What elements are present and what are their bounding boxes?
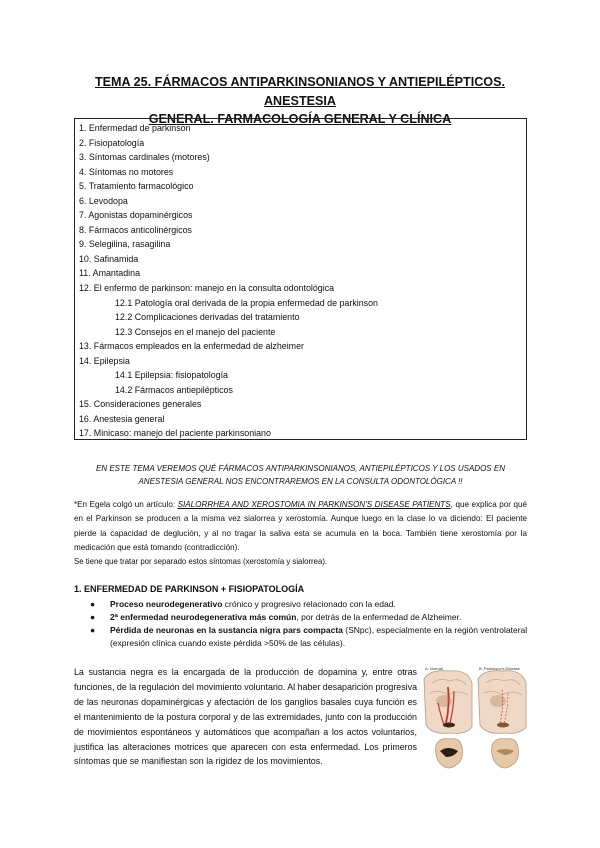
toc-item: 16. Anestesia general [79, 413, 165, 424]
toc-item: 17. Minicaso: manejo del paciente parkinsoniano [79, 428, 271, 439]
intro-note: EN ESTE TEMA VEREMOS QUÉ FÁRMACOS ANTIPARKINSONIANOS, ANTIEPILÉPTICOS Y LOS USADOS EN ANESTESIA GENERAL NOS ENCONTRAREMOS EN LA CONSULTA ODONTOLÓGICA !! [96, 464, 505, 486]
article-link[interactable]: SIALORRHEA AND XEROSTOMIA IN PARKINSON'S DISEASE PATIENTS [177, 500, 451, 509]
figure-label-a: A. Normal [425, 666, 443, 671]
toc-item: 5. Tratamiento farmacológico [79, 181, 194, 192]
bullet-bold-text: 2ª enfermedad neurodegenerativa más común [110, 612, 297, 623]
note-body: , que explica por qué en el Parkinson se producen a la misma vez sialorrea y xerostomía. Aunque luego en la clase lo va diciendo: El paciente pierde la capacidad de deglución, y al no tragar la saliva esta se acumula en la boca. También tiene xerostomía por la medicación que está tomando (contradicción). [74, 500, 527, 552]
treatment-note: Se tiene que tratar por separado estos síntomas (xerostomía y sialorrea). [74, 557, 328, 566]
parkinson-brain-panel [478, 671, 526, 734]
toc-item: 12.1 Patología oral derivada de la propia enfermedad de parkinson [115, 297, 378, 308]
toc-item: 4. Síntomas no motores [79, 166, 174, 177]
toc-item: 14.2 Fármacos antiepilépticos [115, 384, 233, 395]
table-of-contents [74, 118, 527, 440]
bullet-item [86, 624, 530, 649]
bullet-dot-icon: ● [90, 612, 96, 623]
title-line-2b: FARMACOLOGÍA GENERAL Y CLÍNICA [217, 112, 452, 126]
title-line-2a: GENERAL. [148, 112, 214, 126]
toc-item: 14. Epilepsia [79, 355, 130, 366]
bullet-text: , por detrás de la enfermedad de Alzheimer. [296, 612, 462, 623]
brain-figure [420, 665, 532, 775]
toc-item: 7. Agonistas dopaminérgicos [79, 210, 193, 221]
toc-item: 11. Amantadina [79, 268, 141, 279]
bullet-dot-icon: ● [90, 625, 96, 636]
title-line-1: TEMA 25. FÁRMACOS ANTIPARKINSONIANOS Y ANTIEPILÉPTICOS. ANESTESIA [94, 75, 506, 108]
bullet-text: (SNpc), especialmente en la región ventrolateral (expresión clínica cuando existe pérdida >50% de las células). [110, 625, 528, 648]
egela-note [74, 498, 527, 555]
toc-item: 6. Levodopa [79, 195, 128, 206]
bullet-list [86, 598, 530, 650]
toc-item: 2. Fisiopatología [79, 137, 145, 148]
bullet-item [86, 611, 530, 624]
section-heading: 1. ENFERMEDAD DE PARKINSON + FISIOPATOLOGÍA [74, 584, 305, 594]
midbrain-sections [436, 739, 519, 768]
figure-label-b: B. Parkinson's Disease [479, 666, 521, 671]
note-prefix: *En Egela colgó un artículo: [74, 500, 178, 509]
toc-item: 1. Enfermedad de parkinson [79, 123, 191, 133]
bullet-item [86, 598, 530, 611]
bullet-bold-text: Proceso neurodegenerativo [110, 599, 223, 609]
body-paragraph: La sustancia negra es la encargada de la producción de dopamina y, entre otras funciones, de la regulación del movimiento voluntario. Al haber desaparición progresiva de las neuronas dopaminérgicas y afectación de los ganglios basales cuya función es el mantenimiento de la postura corporal y de las extremidades, junto con la producción de movimientos espontáneos y automáticos que acompañan a los actos voluntarios, justifica las alteraciones motrices que aparecen con esta enfermedad. Los primeros síntomas que se manifiestan son la rigidez de los movimientos. [74, 667, 417, 767]
toc-item: 15. Consideraciones generales [79, 399, 202, 410]
toc-item: 8. Fármacos anticolinérgicos [79, 224, 192, 235]
brain-diagram-image [420, 665, 532, 775]
toc-item: 13. Fármacos empleados en la enfermedad de alzheimer [79, 341, 304, 352]
toc-item: 3. Síntomas cardinales (motores) [79, 152, 210, 163]
bullet-dot-icon: ● [90, 599, 96, 609]
bullet-text: crónico y progresivo relacionado con la edad. [222, 599, 396, 609]
toc-item: 12.3 Consejos en el manejo del paciente [115, 326, 276, 337]
toc-item: 10. Safinamida [79, 253, 139, 264]
toc-item: 9. Selegilina, rasagilina [79, 239, 171, 250]
bullet-bold-text: Pérdida de neuronas en la sustancia nigra pars compacta [110, 625, 343, 636]
toc-item: 12. El enfermo de parkinson: manejo en la consulta odontológica [79, 283, 335, 294]
toc-item: 14.1 Epilepsia: fisiopatología [115, 370, 228, 381]
toc-item: 12.2 Complicaciones derivadas del tratamiento [115, 312, 300, 323]
normal-brain-panel [424, 671, 472, 734]
